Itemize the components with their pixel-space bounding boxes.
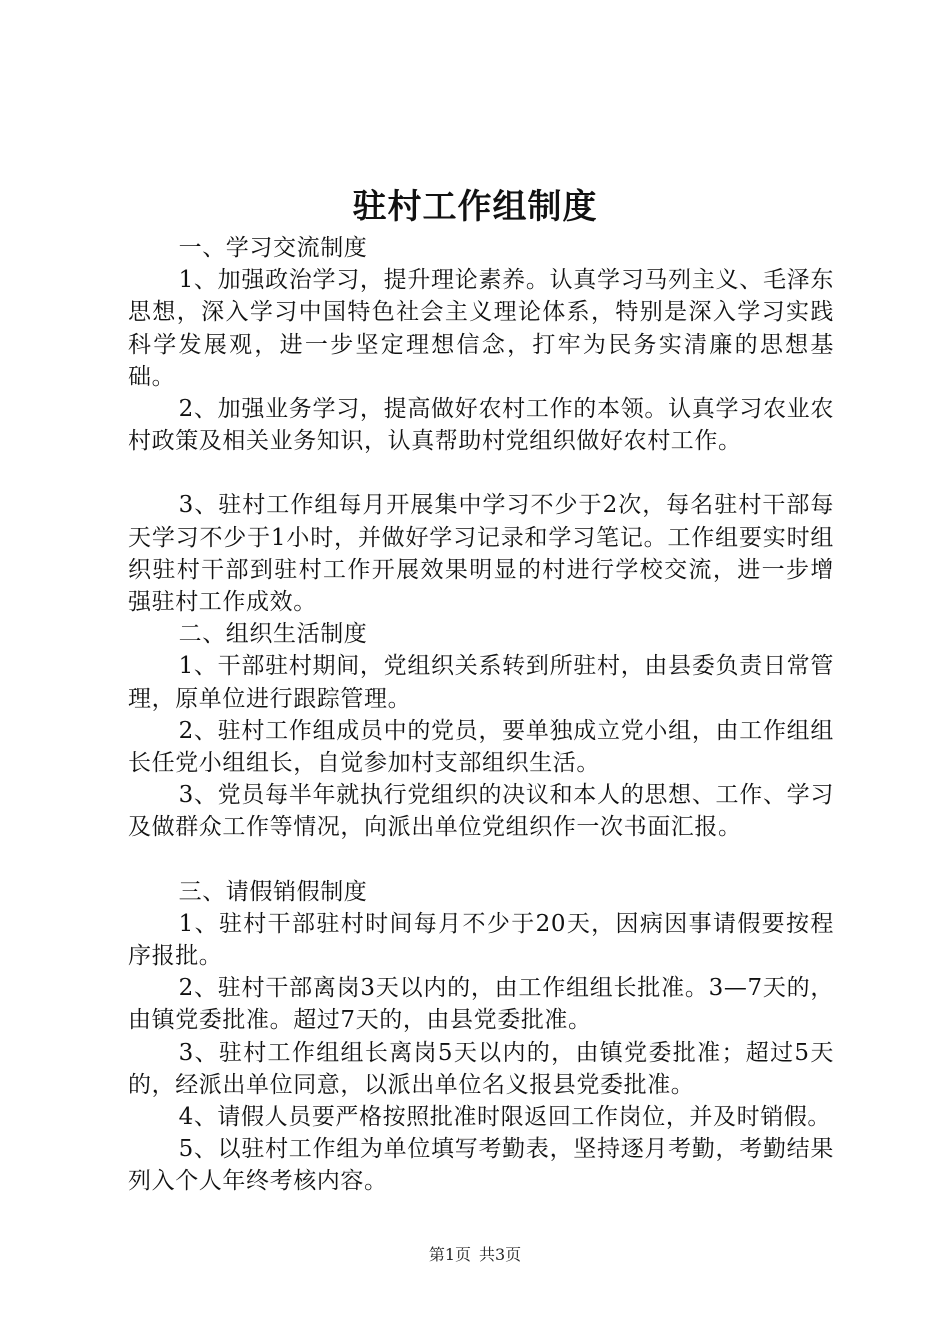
paragraph: 1、干部驻村期间，党组织关系转到所驻村，由县委负责日常管理，原单位进行跟踪管理。 bbox=[128, 653, 834, 712]
section-heading-organization: 二、组织生活制度 bbox=[178, 621, 368, 648]
document-title: 驻村工作组制度 bbox=[352, 187, 598, 227]
paragraph: 2、驻村干部离岗3天以内的，由工作组组长批准。3—7天的，由镇党委批准。超过7天的，由县党委批准。 bbox=[128, 975, 834, 1034]
paragraph: 3、驻村工作组每月开展集中学习不少于2次，每名驻村干部每天学习不少于1小时，并做好学习记录和学习笔记。工作组要实时组织驻村干部到驻村工作开展效果明显的村进行学校交流，进一步增强驻村工作成效。 bbox=[128, 492, 834, 616]
paragraph: 3、驻村工作组组长离岗5天以内的，由镇党委批准；超过5天的，经派出单位同意，以派出单位名义报县党委批准。 bbox=[128, 1039, 834, 1098]
paragraph: 1、加强政治学习，提升理论素养。认真学习马列主义、毛泽东思想，深入学习中国特色社会主义理论体系，特别是深入学习实践科学发展观，进一步坚定理想信念，打牢为民务实清廉的思想基础。 bbox=[128, 267, 834, 390]
paragraph: 4、请假人员要严格按照批准时限返回工作岗位，并及时销假。 bbox=[178, 1104, 832, 1131]
document-body bbox=[128, 232, 834, 1198]
paragraph: 1、驻村干部驻村时间每月不少于20天，因病因事请假要按程序报批。 bbox=[128, 910, 834, 970]
paragraph: 2、驻村工作组成员中的党员，要单独成立党小组，由工作组组长任党小组组长，自觉参加村支部组织生活。 bbox=[128, 717, 834, 777]
section-heading-leave: 三、请假销假制度 bbox=[178, 878, 368, 905]
blank-line bbox=[128, 457, 834, 489]
paragraph: 5、以驻村工作组为单位填写考勤表，坚持逐月考勤，考勤结果列入个人年终考核内容。 bbox=[128, 1136, 834, 1195]
page-footer bbox=[0, 1243, 950, 1267]
page-total: 共3页 bbox=[479, 1245, 522, 1264]
paragraph: 2、加强业务学习，提高做好农村工作的本领。认真学习农业农村政策及相关业务知识，认真帮助村党组织做好农村工作。 bbox=[128, 396, 834, 455]
page-number: 第1页 bbox=[428, 1245, 471, 1264]
paragraph: 3、党员每半年就执行党组织的决议和本人的思想、工作、学习及做群众工作等情况，向派出单位党组织作一次书面汇报。 bbox=[128, 782, 834, 841]
blank-line bbox=[128, 844, 834, 876]
section-heading-study: 一、学习交流制度 bbox=[178, 235, 368, 261]
